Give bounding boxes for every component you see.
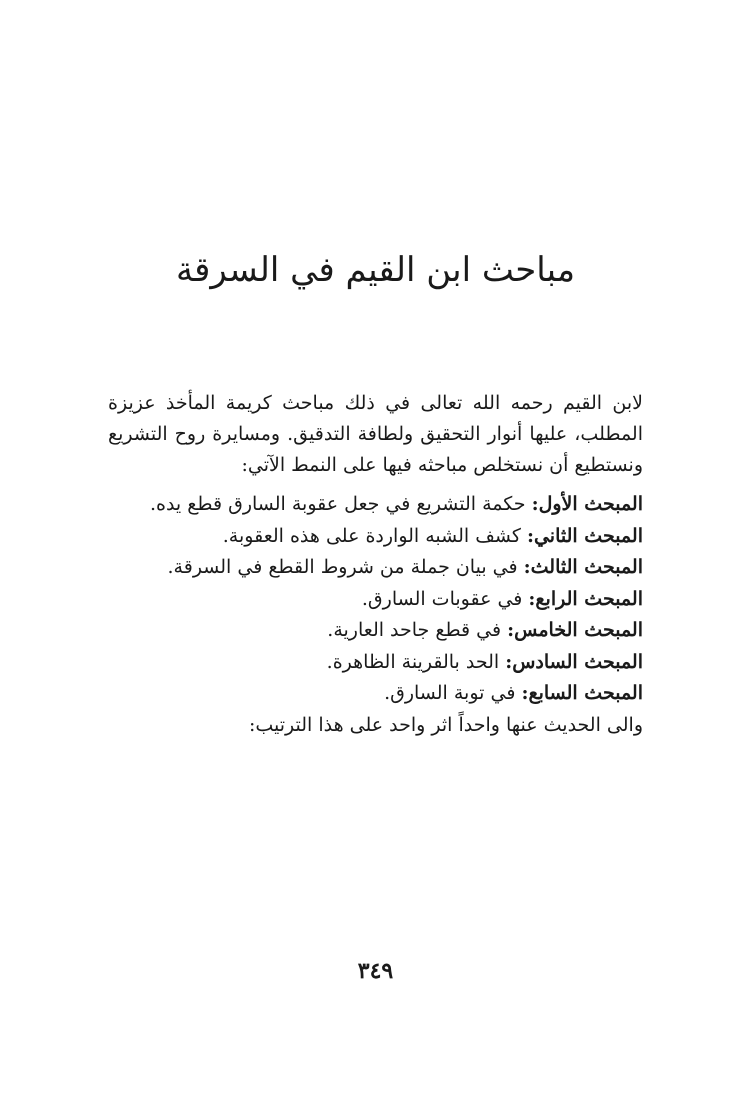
topic-label: المبحث الثالث: (523, 556, 643, 578)
topic-text: حكمة التشريع في جعل عقوبة السارق قطع يده. (149, 493, 526, 515)
chapter-title: مباحث ابن القيم في السرقة (175, 250, 576, 290)
topic-text: الحد بالقرينة الظاهرة. (326, 650, 500, 673)
topic-item (108, 647, 643, 679)
topic-item (108, 678, 643, 710)
topic-text: في عقوبات السارق. (361, 587, 523, 610)
topic-text: في قطع جاحد العارية. (327, 619, 502, 641)
body-text (108, 388, 643, 741)
page-number: ٣٤٩ (357, 958, 394, 984)
topic-label: المبحث الثاني: (526, 524, 643, 547)
topic-item (108, 489, 643, 521)
topic-item (108, 615, 643, 647)
topic-text: في بيان جملة من شروط القطع في السرقة. (167, 556, 518, 578)
topic-label: المبحث الخامس: (507, 619, 643, 641)
topics-list (108, 489, 643, 710)
closing-line: والى الحديث عنها واحداً اثر واحد على هذا الترتيب: (248, 713, 643, 736)
topic-item (108, 584, 643, 616)
topic-label: المبحث الأول: (531, 493, 643, 515)
topic-label: المبحث السابع: (521, 682, 643, 704)
topic-text: كشف الشبه الواردة على هذه العقوبة. (222, 524, 521, 547)
topic-text: في توبة السارق. (384, 682, 516, 704)
intro-paragraph: لابن القيم رحمه الله تعالى في ذلك مباحث كريمة المأخذ عزيزة المطلب، عليها أنوار التحقيق ولطافة التدقيق. ومسايرة روح التشريع ونستطيع أن نستخلص مباحثه فيها على النمط الآتي: (108, 392, 643, 476)
topic-label: المبحث السادس: (505, 650, 643, 673)
topic-item (108, 552, 643, 584)
topic-item (108, 521, 643, 553)
topic-label: المبحث الرابع: (528, 587, 643, 610)
